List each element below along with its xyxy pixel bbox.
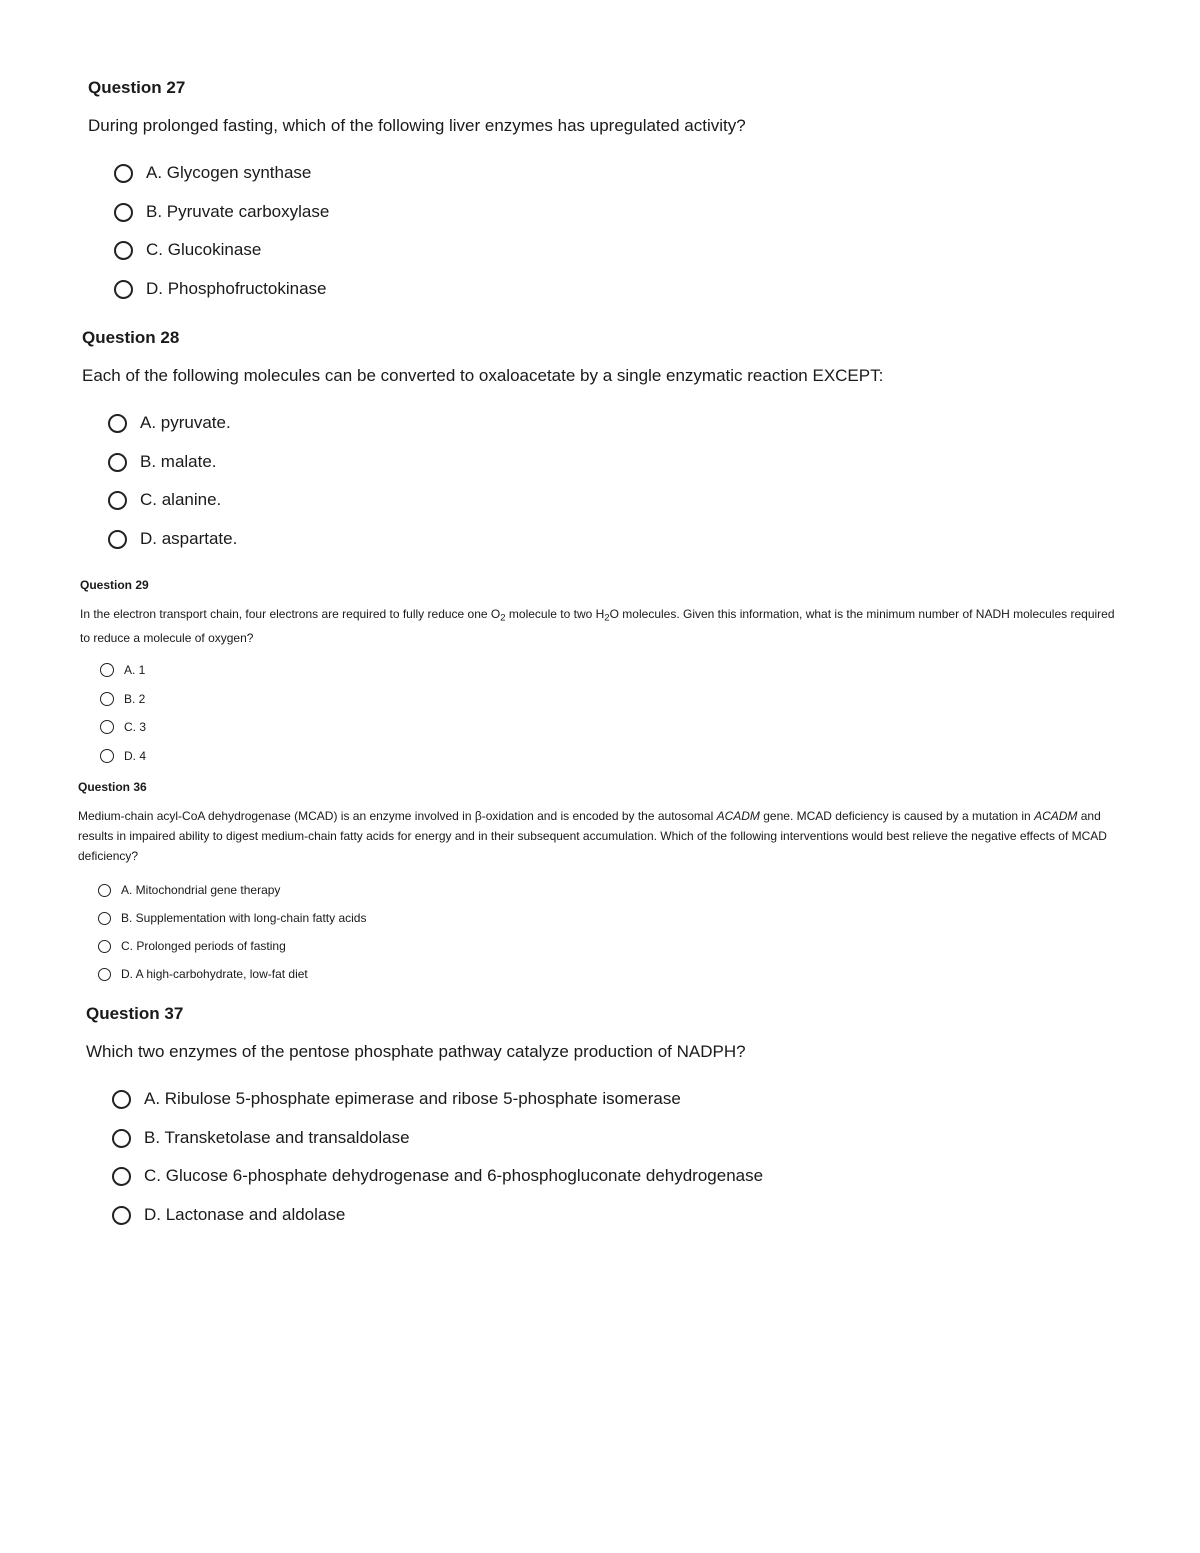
option-b[interactable] <box>100 692 145 706</box>
option-label: C. Glucokinase <box>146 240 262 259</box>
question-27 <box>88 78 1140 298</box>
radio-icon[interactable] <box>112 1090 131 1109</box>
question-title: Question 28 <box>82 328 180 347</box>
option-label: C. Glucose 6-phosphate dehydrogenase and 6-phosphogluconate dehydrogenase <box>144 1166 764 1185</box>
option-label: B. Supplementation with long-chain fatty acids <box>121 911 367 925</box>
radio-icon[interactable] <box>108 414 127 433</box>
question-text: Each of the following molecules can be converted to oxaloacetate by a single enzymatic reaction EXCEPT: <box>82 366 884 385</box>
question-title: Question 29 <box>80 578 149 592</box>
radio-icon[interactable] <box>98 912 111 925</box>
question-title: Question 36 <box>78 780 147 794</box>
question-28 <box>82 328 1140 548</box>
option-label: C. alanine. <box>140 490 222 509</box>
option-label: D. Lactonase and aldolase <box>144 1205 346 1224</box>
radio-icon[interactable] <box>98 968 111 981</box>
option-label: D. aspartate. <box>140 529 238 548</box>
option-b[interactable] <box>98 911 366 925</box>
question-text: In the electron transport chain, four electrons are required to fully reduce one $O_2$ molecule to two $H_2O$ molecules. Given this information, what is the minimum number of NADH molecules required to reduce a molecule of oxygen? <box>80 607 1115 646</box>
question-title: Question 27 <box>88 78 186 97</box>
radio-icon[interactable] <box>98 884 111 897</box>
question-title: Question 37 <box>86 1004 184 1023</box>
question-29 <box>80 578 1140 763</box>
radio-icon[interactable] <box>112 1129 131 1148</box>
option-label: C. 3 <box>124 720 147 734</box>
option-d[interactable] <box>100 749 146 763</box>
radio-icon[interactable] <box>108 453 127 472</box>
option-label: B. Pyruvate carboxylase <box>146 202 330 221</box>
option-label: A. Glycogen synthase <box>146 163 312 182</box>
option-d[interactable] <box>114 279 327 299</box>
option-c[interactable] <box>108 490 221 510</box>
option-a[interactable] <box>112 1089 681 1109</box>
question-text: Medium-chain acyl-CoA dehydrogenase (MCAD) is an enzyme involved in β-oxidation and is encoded by the autosomal ACADM gene. MCAD deficiency is caused by a mutation in ACADM and results in impaired ability to digest medium-chain fatty acids for energy and in their subsequent accumulation. Which of the following interventions would best relieve the negative effects of MCAD deficiency? <box>78 809 1107 863</box>
option-label: A. 1 <box>124 663 146 677</box>
option-a[interactable] <box>114 163 311 183</box>
option-label: D. A high-carbohydrate, low-fat diet <box>121 967 308 981</box>
radio-icon[interactable] <box>100 749 114 763</box>
option-c[interactable] <box>114 240 261 260</box>
option-d[interactable] <box>112 1205 345 1225</box>
option-label: B. malate. <box>140 452 217 471</box>
option-label: D. 4 <box>124 749 147 763</box>
radio-icon[interactable] <box>112 1167 131 1186</box>
option-b[interactable] <box>114 202 329 222</box>
option-a[interactable] <box>100 663 145 677</box>
option-label: A. Ribulose 5-phosphate epimerase and ribose 5-phosphate isomerase <box>144 1089 681 1108</box>
question-37 <box>86 1004 1140 1224</box>
question-text: During prolonged fasting, which of the following liver enzymes has upregulated activity? <box>88 116 746 135</box>
radio-icon[interactable] <box>100 692 114 706</box>
option-b[interactable] <box>112 1128 410 1148</box>
option-label: A. Mitochondrial gene therapy <box>121 883 281 897</box>
option-d[interactable] <box>108 529 237 549</box>
option-label: B. Transketolase and transaldolase <box>144 1128 410 1147</box>
radio-icon[interactable] <box>114 280 133 299</box>
option-a[interactable] <box>108 413 231 433</box>
radio-icon[interactable] <box>112 1206 131 1225</box>
radio-icon[interactable] <box>100 663 114 677</box>
option-a[interactable] <box>98 883 280 897</box>
radio-icon[interactable] <box>114 241 133 260</box>
radio-icon[interactable] <box>98 940 111 953</box>
option-b[interactable] <box>108 452 217 472</box>
option-label: B. 2 <box>124 692 146 706</box>
radio-icon[interactable] <box>108 491 127 510</box>
radio-icon[interactable] <box>114 164 133 183</box>
question-36 <box>78 780 1140 981</box>
option-label: D. Phosphofructokinase <box>146 279 327 298</box>
radio-icon[interactable] <box>100 720 114 734</box>
option-label: A. pyruvate. <box>140 413 231 432</box>
option-c[interactable] <box>100 720 146 734</box>
option-c[interactable] <box>98 939 286 953</box>
radio-icon[interactable] <box>108 530 127 549</box>
option-c[interactable] <box>112 1166 763 1186</box>
option-d[interactable] <box>98 967 308 981</box>
option-label: C. Prolonged periods of fasting <box>121 939 286 953</box>
question-text: Which two enzymes of the pentose phosphate pathway catalyze production of NADPH? <box>86 1042 746 1061</box>
radio-icon[interactable] <box>114 203 133 222</box>
